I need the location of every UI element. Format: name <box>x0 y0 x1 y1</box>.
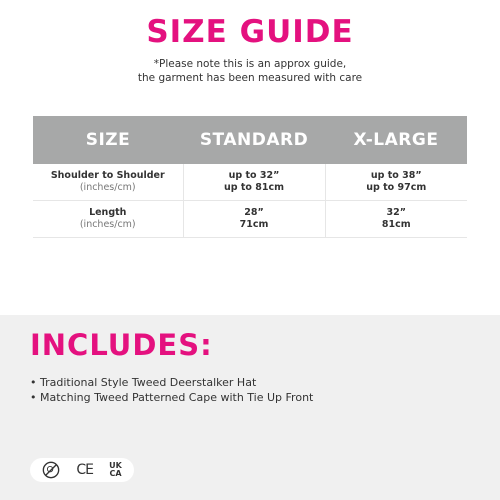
header-xlarge: X-LARGE <box>325 116 467 164</box>
standard-value-cell <box>183 164 325 201</box>
xlarge-value-cell <box>325 201 467 238</box>
note-line-2: the garment has been measured with care <box>137 72 363 84</box>
xlarge-value-cell <box>325 164 467 201</box>
xlarge-cm: 81cm <box>381 219 411 230</box>
row-label-cell <box>33 201 183 238</box>
standard-cm: 71cm <box>239 219 269 230</box>
ukca-top: UK <box>109 461 122 470</box>
table-header-row <box>33 116 467 164</box>
size-guide-title: SIZE GUIDE <box>146 14 354 50</box>
ce-mark: CE <box>76 462 93 478</box>
measurement-note <box>0 57 500 85</box>
row-label: Length <box>89 207 127 218</box>
includes-title: INCLUDES: <box>30 328 213 362</box>
xlarge-inches: 32” <box>386 207 406 218</box>
row-label: Shoulder to Shoulder <box>50 170 165 181</box>
includes-list <box>30 375 313 405</box>
header-size: SIZE <box>33 116 183 164</box>
row-label-cell <box>33 164 183 201</box>
size-table <box>33 116 467 238</box>
table-row <box>33 164 467 201</box>
header-standard: STANDARD <box>183 116 325 164</box>
standard-inches: up to 32” <box>228 170 280 181</box>
row-unit: (inches/cm) <box>79 182 136 193</box>
certification-badges <box>30 458 134 482</box>
row-unit: (inches/cm) <box>79 219 136 230</box>
standard-inches: 28” <box>244 207 264 218</box>
ukca-bottom: CA <box>109 469 122 478</box>
standard-value-cell <box>183 201 325 238</box>
note-line-1: *Please note this is an approx guide, <box>153 58 347 70</box>
standard-cm: up to 81cm <box>224 182 284 193</box>
list-item: • Matching Tweed Patterned Cape with Tie Up Front <box>30 390 313 405</box>
ukca-mark <box>109 462 122 478</box>
not-for-under-3-icon <box>42 461 60 479</box>
list-item: • Traditional Style Tweed Deerstalker Hat <box>30 375 313 390</box>
xlarge-cm: up to 97cm <box>366 182 427 193</box>
xlarge-inches: up to 38” <box>370 170 422 181</box>
table-row <box>33 201 467 238</box>
